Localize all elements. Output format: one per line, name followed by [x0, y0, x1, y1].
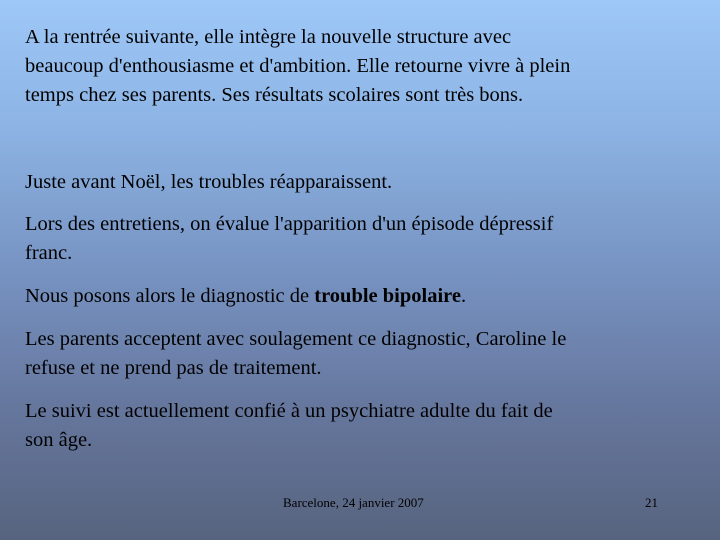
text-line: A la rentrée suivante, elle intègre la nouvelle structure avec — [25, 26, 512, 48]
diagnostic-bold-term: trouble bipolaire — [314, 285, 461, 307]
paragraph-parents — [25, 325, 705, 383]
footer-text: Barcelone, 24 janvier 2007 — [283, 495, 424, 510]
paragraph-entretiens — [25, 210, 705, 268]
text-line: refuse et ne prend pas de traitement. — [25, 357, 322, 379]
text-line: temps chez ses parents. Ses résultats scolaires sont très bons. — [25, 84, 524, 106]
paragraph-diagnostic — [25, 282, 705, 311]
text-line: Juste avant Noël, les troubles réapparaissent. — [25, 171, 393, 193]
text-line: Les parents acceptent avec soulagement ce diagnostic, Caroline le — [25, 328, 567, 350]
page-number: 21 — [645, 495, 658, 510]
paragraph-rentree — [25, 23, 705, 110]
text-line: beaucoup d'enthousiasme et d'ambition. Elle retourne vivre à plein — [25, 55, 571, 77]
text-line — [25, 282, 705, 311]
diagnostic-text-before: Nous posons alors le diagnostic de — [25, 285, 315, 307]
text-line: franc. — [25, 242, 73, 264]
diagnostic-text-after: . — [461, 285, 467, 307]
paragraph-noel — [25, 168, 705, 197]
text-line: Le suivi est actuellement confié à un psychiatre adulte du fait de — [25, 400, 553, 422]
text-line: Lors des entretiens, on évalue l'apparition d'un épisode dépressif — [25, 213, 554, 235]
text-line: son âge. — [25, 429, 93, 451]
paragraph-suivi — [25, 397, 705, 455]
